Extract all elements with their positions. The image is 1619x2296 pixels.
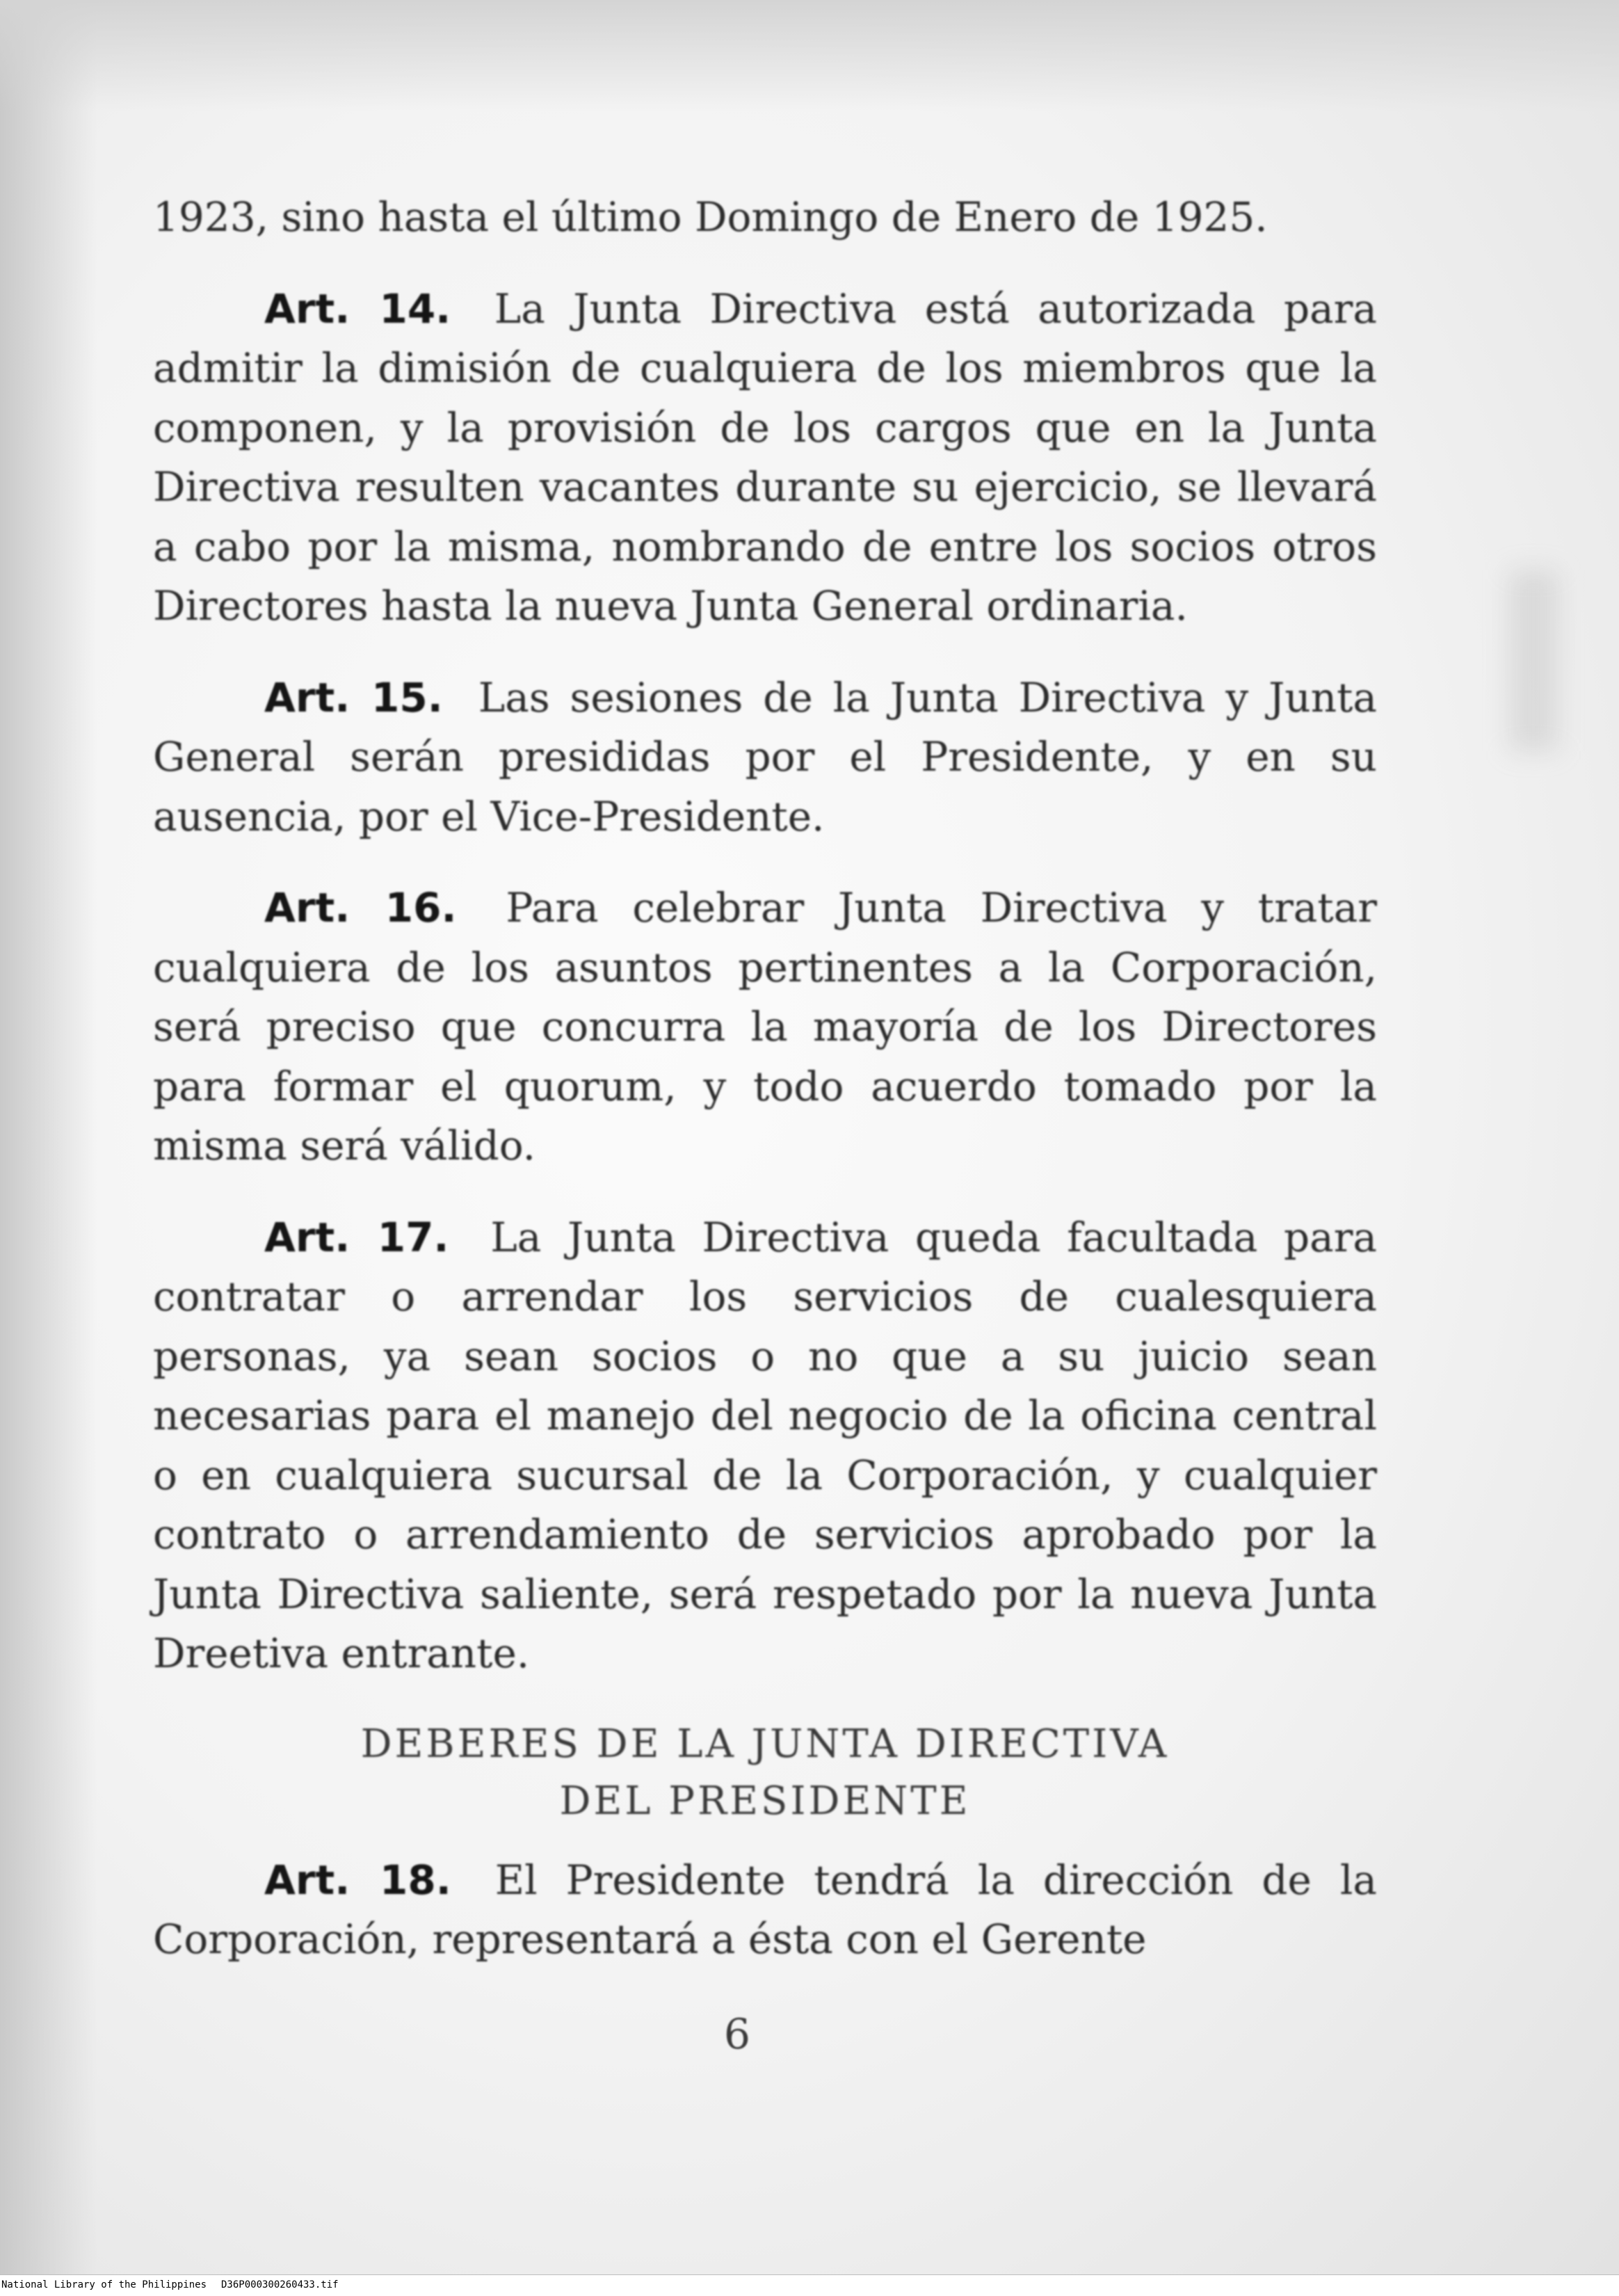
article-16 <box>153 878 1377 1176</box>
article-14 <box>153 280 1377 636</box>
paragraph-continued <box>153 188 1377 248</box>
scan-footer <box>0 2274 1619 2296</box>
article-18 <box>153 1851 1377 1970</box>
article-text: La Junta Directiva queda facultada para contratar o arrendar los servicios de cualesquiera personas, ya sean socios o no que a su juicio sean necesarias para el manejo del negocio de la oficina central o en cualquiera sucursal de la Corporación, y cualquier contrato o arrendamiento de servicios aprobado por la Junta Directiva saliente, será respetado por la nueva Junta Dreetiva entrante. <box>153 1213 1378 1677</box>
article-label: Art. 18. <box>264 1856 451 1904</box>
article-label: Art. 14. <box>264 284 451 332</box>
scan-shadow-top <box>0 0 1619 111</box>
article-text: El Presidente tendrá la dirección de la Corporación, representará a ésta con el Gerente <box>153 1856 1377 1963</box>
article-17 <box>153 1208 1377 1684</box>
document-body <box>153 188 1377 2002</box>
article-text: La Junta Directiva está autorizada para admitir la dimisión de cualquiera de los miembros que la componen, y la provisión de los cargos que en la Junta Directiva resulten vacantes durante su ejercicio, se llevará a cabo por la misma, nombrando de entre los socios otros Directores hasta la nueva Junta General ordinaria. <box>153 284 1377 629</box>
footer-file-code: D36P000300260433.tif <box>221 2279 339 2290</box>
article-label: Art. 15. <box>264 673 443 721</box>
section-heading <box>153 1716 1377 1830</box>
scan-shadow-left <box>0 0 97 2274</box>
article-label: Art. 17. <box>264 1213 449 1261</box>
article-text: Para celebrar Junta Directiva y tratar cualquiera de los asuntos pertinentes a la Corporación, será preciso que concurra la mayoría de los Directores para formar el quorum, y todo acuerdo tomado por la misma será válido. <box>153 884 1377 1169</box>
ink-bleed-mark <box>1509 570 1558 751</box>
paragraph-text: 1923, sino hasta el último Domingo de Enero de 1925. <box>153 193 1268 241</box>
section-heading-line2: DEL PRESIDENTE <box>559 1778 971 1824</box>
footer-library-name: National Library of the Philippines <box>1 2279 207 2290</box>
article-15 <box>153 668 1377 847</box>
article-text: Las sesiones de la Junta Directiva y Junta General serán presididas por el Presidente, y en su ausencia, por el Vice-Presidente. <box>153 673 1377 840</box>
section-heading-line1: DEBERES DE LA JUNTA DIRECTIVA <box>360 1721 1170 1767</box>
article-label: Art. 16. <box>264 884 457 931</box>
page-number: 6 <box>723 2010 751 2059</box>
